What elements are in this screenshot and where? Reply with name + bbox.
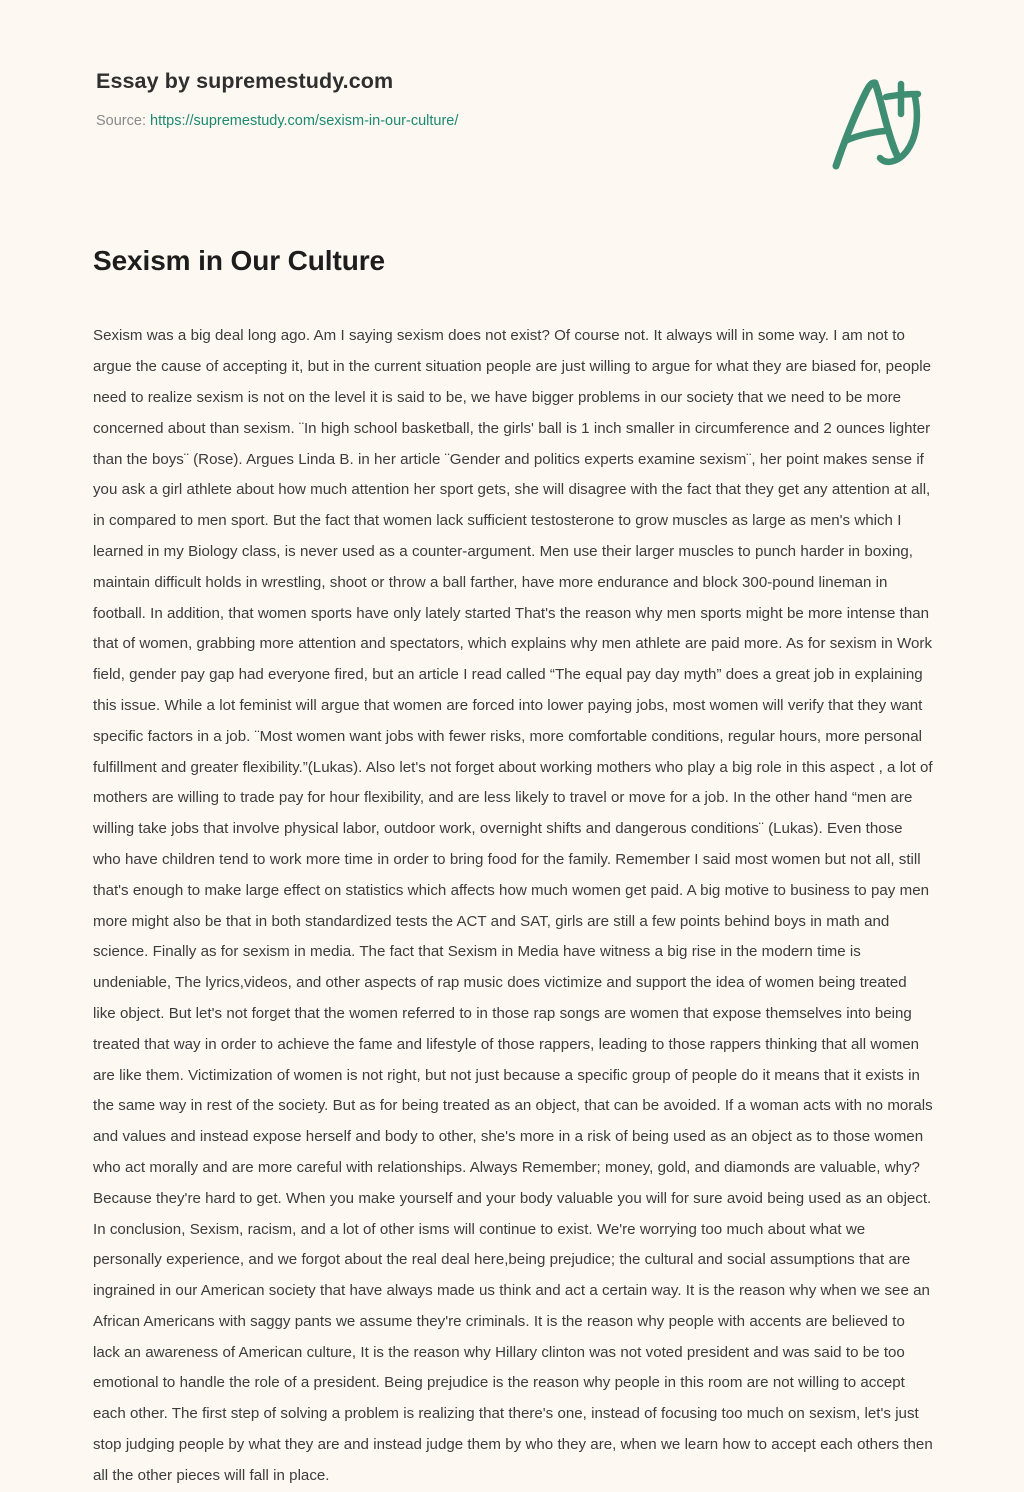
- page-title: Sexism in Our Culture: [93, 245, 385, 276]
- article-body: Sexism was a big deal long ago. Am I saying sexism does not exist? Of course not. It always will in some way. I am not to argue the cause of accepting it, but in the current situation people are just willing to argue for what they are biased for, people need to realize sexism is not on the level it is said to be, we have bigger problems in our society that we need to be more concerned about than sexism. ¨In high school basketball, the girls' ball is 1 inch smaller in circumference and 2 ounces lighter than the boys¨ (Rose). Argues Linda B. in her article ¨Gender and politics experts examine sexism¨, her point makes sense if you ask a girl athlete about how much attention her sport gets, she will disagree with the fact that they get any attention at all, in compared to men sport. But the fact that women lack sufficient testosterone to grow muscles as large as men's which I learned in my Biology class, is never used as a counter-argument. Men use their larger muscles to punch harder in boxing, maintain difficult holds in wrestling, shoot or throw a ball farther, have more endurance and block 300-pound lineman in football. In addition, that women sports have only lately started That's the reason why men sports might be more intense than that of women, grabbing more attention and spectators, which explains why men athlete are paid more. As for sexism in Work field, gender pay gap had everyone fired, but an article I read called “The equal pay day myth” does a great job in explaining this issue. While a lot feminist will argue that women are forced into lower paying jobs, most women will verify that they want specific factors in a job. ¨Most women want jobs with fewer risks, more comfortable conditions, regular hours, more personal fulfillment and greater flexibility.”(Lukas). Also let's not forget about working mothers who play a big role in this aspect , a lot of mothers are willing to trade pay for hour flexibility, and are less likely to travel or move for a job. In the other hand “men are willing take jobs that involve physical labor, outdoor work, overnight shifts and dangerous conditions¨ (Lukas). Even those who have children tend to work more time in order to bring food for the family. Remember I said most women but not all, still that's enough to make large effect on statistics which affects how much women get paid. A big motive to business to pay men more might also be that in both standardized tests the ACT and SAT, girls are still a few points behind boys in math and science. Finally as for sexism in media. The fact that Sexism in Media have witness a big rise in the modern time is undeniable, The lyrics,videos, and other aspects of rap music does victimize and support the idea of women being treated like object. But let's not forget that the women referred to in those rap songs are women that expose themselves into being treated that way in order to achieve the fame and lifestyle of those rappers, leading to those rappers thinking that all women are like them. Victimization of women is not right, but not just because a specific group of people do it means that it exists in the same way in rest of the society. But as for being treated as an object, that can be avoided. If a woman acts with no morals and values and instead expose herself and body to other, she's more in a risk of being used as an object as to those women who act morally and are more careful with relationships. Always Remember; money, gold, and diamonds are valuable, why? Because they're hard to get. When you make yourself and your body valuable you will for sure avoid being used as an object. In conclusion, Sexism, racism, and a lot of other isms will continue to exist. We're worrying too much about what we personally experience, and we forgot about the real deal here,being prejudice; the cultural and social assumptions that are ingrained in our American society that have always made us think and act a certain way. It is the reason why when we see an African Americans with saggy pants we assume they're criminals. It is the reason why people with accents are believed to lack an awareness of American culture, It is the reason why Hillary clinton was not voted president and was said to be too emotional to handle the role of a president. Being prejudice is the reason why people in this room are not willing to accept each other. The first step of solving a problem is realizing that there's one, instead of focusing too much on sexism, let's just stop judging people by what they are and instead judge them by who they are, when we learn how to accept each others then all the other pieces will fall in place.: [93, 327, 933, 1484]
- source-line: [96, 112, 736, 131]
- brand-block: [96, 68, 736, 131]
- page-header: [0, 0, 1024, 200]
- brand-title: Essay by supremestudy.com: [96, 69, 394, 93]
- source-url-link[interactable]: https://supremestudy.com/sexism-in-our-culture/: [150, 112, 459, 129]
- article-container: [93, 243, 933, 1492]
- source-label: Source:: [96, 112, 146, 129]
- a-plus-logo-icon: [818, 62, 938, 182]
